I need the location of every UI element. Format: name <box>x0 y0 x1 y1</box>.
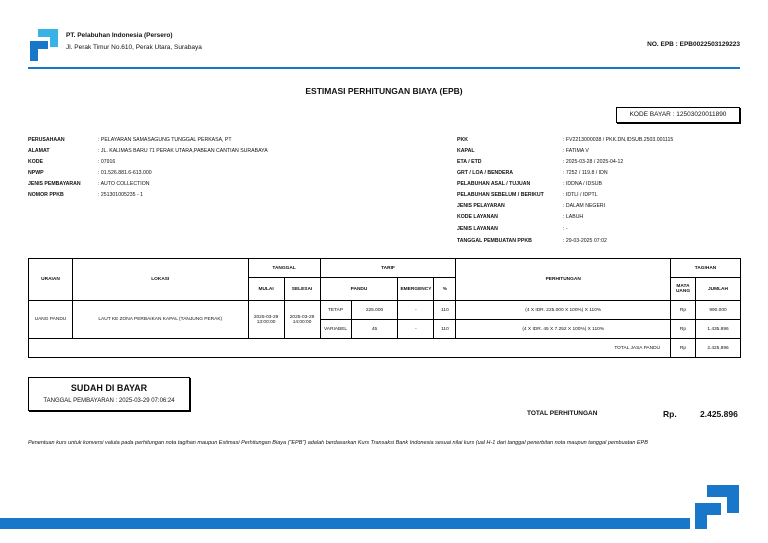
info-value: : DALAM NEGERI <box>563 203 606 209</box>
header-mulai: MULAI <box>248 278 284 301</box>
total-jasa-value: 2.425.896 <box>695 339 740 358</box>
info-value: : 7252 / 119.8 / IDN <box>563 170 608 176</box>
cell-persen: 110 <box>434 320 456 339</box>
document-title: ESTIMASI PERHITUNGAN BIAYA (EPB) <box>305 86 463 96</box>
header-emergency: EMERGENCY <box>398 278 434 301</box>
info-label: PKK <box>457 137 468 143</box>
info-label: KAPAL <box>457 148 475 154</box>
header-divider <box>28 67 740 69</box>
info-label: TANGGAL PEMBUATAN PPKB <box>457 238 532 244</box>
info-label: GRT / LOA / BENDERA <box>457 170 514 176</box>
epb-number: NO. EPB : EPB0022503129223 <box>647 41 740 48</box>
kode-bayar-box: KODE BAYAR : 12503020011890 <box>616 107 740 123</box>
paid-status-title: SUDAH DI BAYAR <box>70 383 148 393</box>
info-value: : IDTLI / IDPTL <box>563 192 598 198</box>
company-name: PT. Pelabuhan Indonesia (Persero) <box>66 32 173 39</box>
info-label: NOMOR PPKB <box>28 192 64 198</box>
header-tanggal: TANGGAL <box>248 259 320 278</box>
cell-mulai: 2025-03-29 13:00:00 <box>248 301 284 339</box>
header-uraian: URAIAN <box>29 259 73 301</box>
info-value: : FATIMA V <box>563 148 589 154</box>
info-label: JENIS LAYANAN <box>457 226 498 232</box>
info-value: : 07916 <box>98 159 116 165</box>
footnote: Penentuan kurs untuk konversi valuta pada perhitungan nota tagihan maupun Estimasi Perhitungan Biaya ("EPB") adalah berdasarkan Kurs Transaksi Bank Indonesia sesuai nilai kurs (ual H-1 dari tanggal penerbitan nota maupun tanggal pembuatan EPB <box>28 440 648 446</box>
cell-jumlah: 990.000 <box>695 301 740 320</box>
info-label: PELABUHAN SEBELUM / BERIKUT <box>457 192 544 198</box>
cell-perhitungan: (4 X IDR. 225.000 X 100%) X 110% <box>456 301 671 320</box>
pelindo-footer-logo-icon <box>693 483 741 529</box>
header-perhitungan: PERHITUNGAN <box>456 259 671 301</box>
info-value: : PELAYARAN SAMASAGUNG TUNGGAL PERKASA, PT <box>98 137 232 143</box>
cell-mata-uang: Rp <box>671 320 696 339</box>
table-total-row <box>29 339 741 358</box>
total-perhitungan-currency: Rp. <box>663 409 677 419</box>
header-mata-uang: MATA UANG <box>671 278 696 301</box>
cell-pandu: 45 <box>351 320 398 339</box>
info-value: : AUTO COLLECTION <box>98 181 150 187</box>
table-row <box>29 301 741 320</box>
header-pandu: PANDU <box>320 278 398 301</box>
cell-pandu: 225.000 <box>351 301 398 320</box>
cell-selesai: 2025-03-29 14:00:00 <box>284 301 320 339</box>
cell-perhitungan: (4 X IDR. 45 X 7.252 X 100%) X 110% <box>456 320 671 339</box>
info-label: ETA / ETD <box>457 159 482 165</box>
info-label: KODE <box>28 159 43 165</box>
cell-jumlah: 1.435.896 <box>695 320 740 339</box>
info-value: : 29-03-2025 07:02 <box>563 238 607 244</box>
info-label: KODE LAYANAN <box>457 214 498 220</box>
info-value: : 01.526.881.6-613.000 <box>98 170 152 176</box>
header-selesai: SELESAI <box>284 278 320 301</box>
info-label: PELABUHAN ASAL / TUJUAN <box>457 181 531 187</box>
info-label: JENIS PEMBAYARAN <box>28 181 81 187</box>
info-label: PERUSAHAAN <box>28 137 65 143</box>
info-value: : LABUH <box>563 214 584 220</box>
company-address: Jl. Perak Timur No.610, Perak Utara, Surabaya <box>66 44 202 51</box>
cell-emergency: - <box>398 301 434 320</box>
info-value: : FV2213000038 / PKK.DN.IDSUB.2503.001115 <box>563 137 674 143</box>
cell-tipe: VARIABEL <box>320 320 351 339</box>
info-value: : 251301005235 - 1 <box>98 192 143 198</box>
total-perhitungan-label: TOTAL PERHITUNGAN <box>527 410 598 417</box>
cell-uraian: UANG PANDU <box>29 301 73 339</box>
pelindo-logo-icon <box>28 27 60 61</box>
header-jumlah: JUMLAH <box>695 278 740 301</box>
info-label: JENIS PELAYARAN <box>457 203 505 209</box>
footer-bar <box>0 518 690 529</box>
total-jasa-label: TOTAL JASA PANDU <box>29 339 671 358</box>
info-label: NPWP <box>28 170 44 176</box>
cell-mata-uang: Rp <box>671 301 696 320</box>
paid-date: TANGGAL PEMBAYARAN : 2025-03-29 07:06:24 <box>43 398 175 404</box>
billing-table <box>28 258 741 358</box>
header-persen: % <box>434 278 456 301</box>
cell-emergency: - <box>398 320 434 339</box>
total-perhitungan-value: 2.425.896 <box>700 409 738 419</box>
info-value: : JL. KALIMAS BARU 71 PERAK UTARA,PABEAN CANTIAN SURABAYA <box>98 148 268 154</box>
total-jasa-currency: Rp <box>671 339 696 358</box>
info-value: : 2025-03-28 / 2025-04-12 <box>563 159 624 165</box>
header-tarif: TARIF <box>320 259 456 278</box>
info-value: : - <box>563 226 568 232</box>
header-tagihan: TAGIHAN <box>671 259 741 278</box>
paid-status-box <box>28 377 190 411</box>
header-lokasi: LOKASI <box>72 259 248 301</box>
info-value: : IDDNA / IDSUB <box>563 181 602 187</box>
info-label: ALAMAT <box>28 148 50 154</box>
cell-persen: 110 <box>434 301 456 320</box>
cell-tipe: TETAP <box>320 301 351 320</box>
cell-lokasi: LAUT KE ZONA PERBAIKAN KAPAL (TANJUNG PERAK) <box>72 301 248 339</box>
